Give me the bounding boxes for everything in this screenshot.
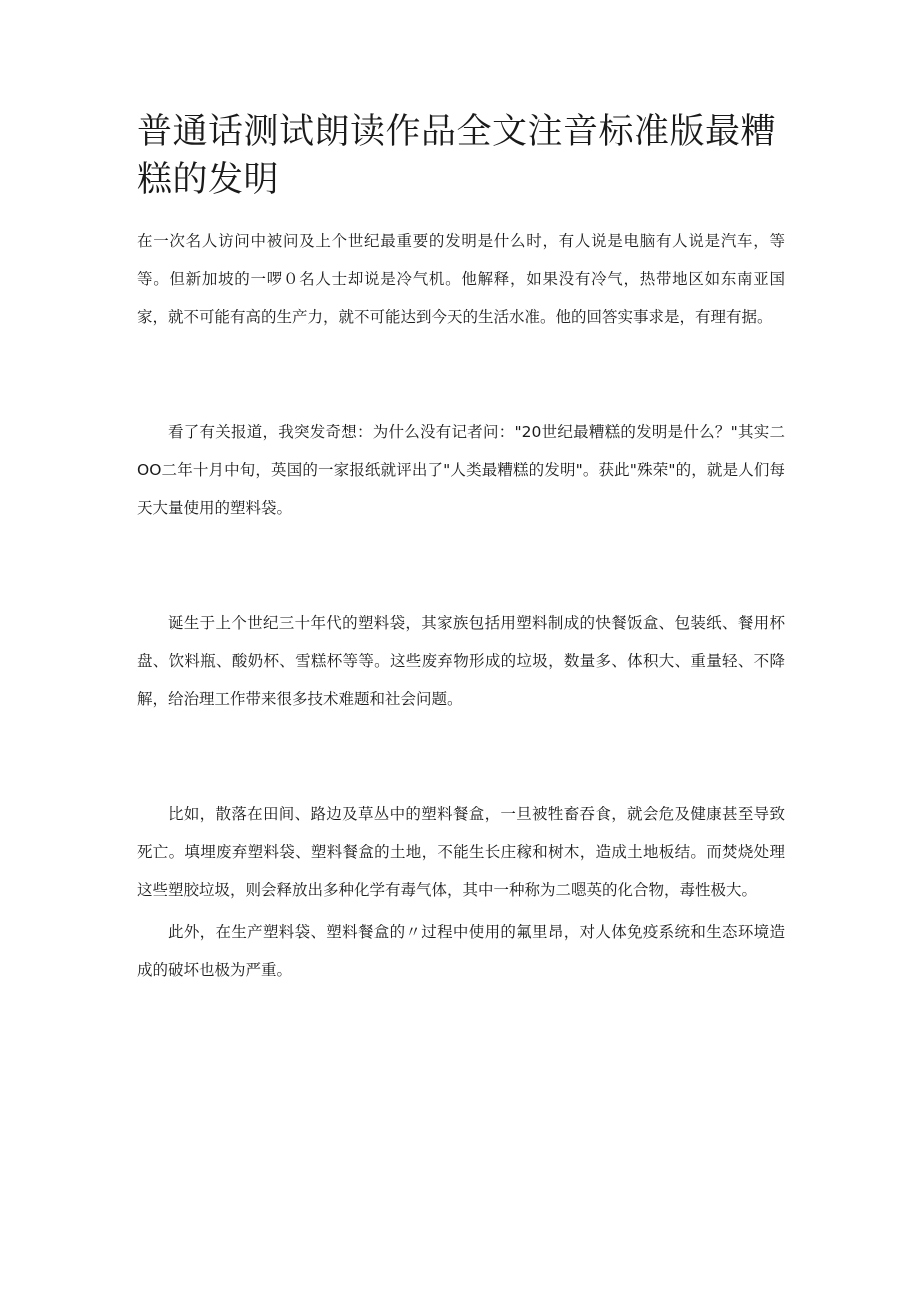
paragraph: 在一次名人访问中被问及上个世纪最重要的发明是什么时，有人说是电脑有人说是汽车，等等。但新加坡的一啰０名人士却说是冷气机。他解释，如果没有冷气，热带地区如东南亚国家，就不可能有高的生产力，就不可能达到今天的生活水准。他的回答实事求是，有理有据。 — [137, 232, 785, 326]
paragraph: 诞生于上个世纪三十年代的塑料袋，其家族包括用塑料制成的快餐饭盒、包装纸、餐用杯盘、饮料瓶、酸奶杯、雪糕杯等等。这些废弃物形成的垃圾，数量多、体积大、重量轻、不降解，给治理工作带来很多技术难题和社会问题。 — [137, 614, 785, 708]
document-title: 普通话测试朗读作品全文注音标准版最糟糕的发明 — [137, 112, 777, 200]
paragraph: 此外，在生产塑料袋、塑料餐盒的〃过程中使用的氟里昂，对人体免疫系统和生态环境造成的破坏也极为严重。 — [137, 923, 785, 979]
document-page — [137, 108, 785, 989]
paragraph: 看了有关报道，我突发奇想：为什么没有记者问："20世纪最糟糕的发明是什么？"其实二OO二年十月中旬，英国的一家报纸就评出了"人类最糟糕的发明"。获此"殊荣"的，就是人们每天大量使用的塑料袋。 — [137, 423, 785, 517]
paragraph: 比如，散落在田间、路边及草丛中的塑料餐盒，一旦被牲畜吞食，就会危及健康甚至导致死亡。填埋废弃塑料袋、塑料餐盒的土地，不能生长庄稼和树木，造成土地板结。而焚烧处理这些塑胶垃圾，则会释放出多种化学有毒气体，其中一种称为二嗯英的化合物，毒性极大。 — [137, 805, 785, 899]
